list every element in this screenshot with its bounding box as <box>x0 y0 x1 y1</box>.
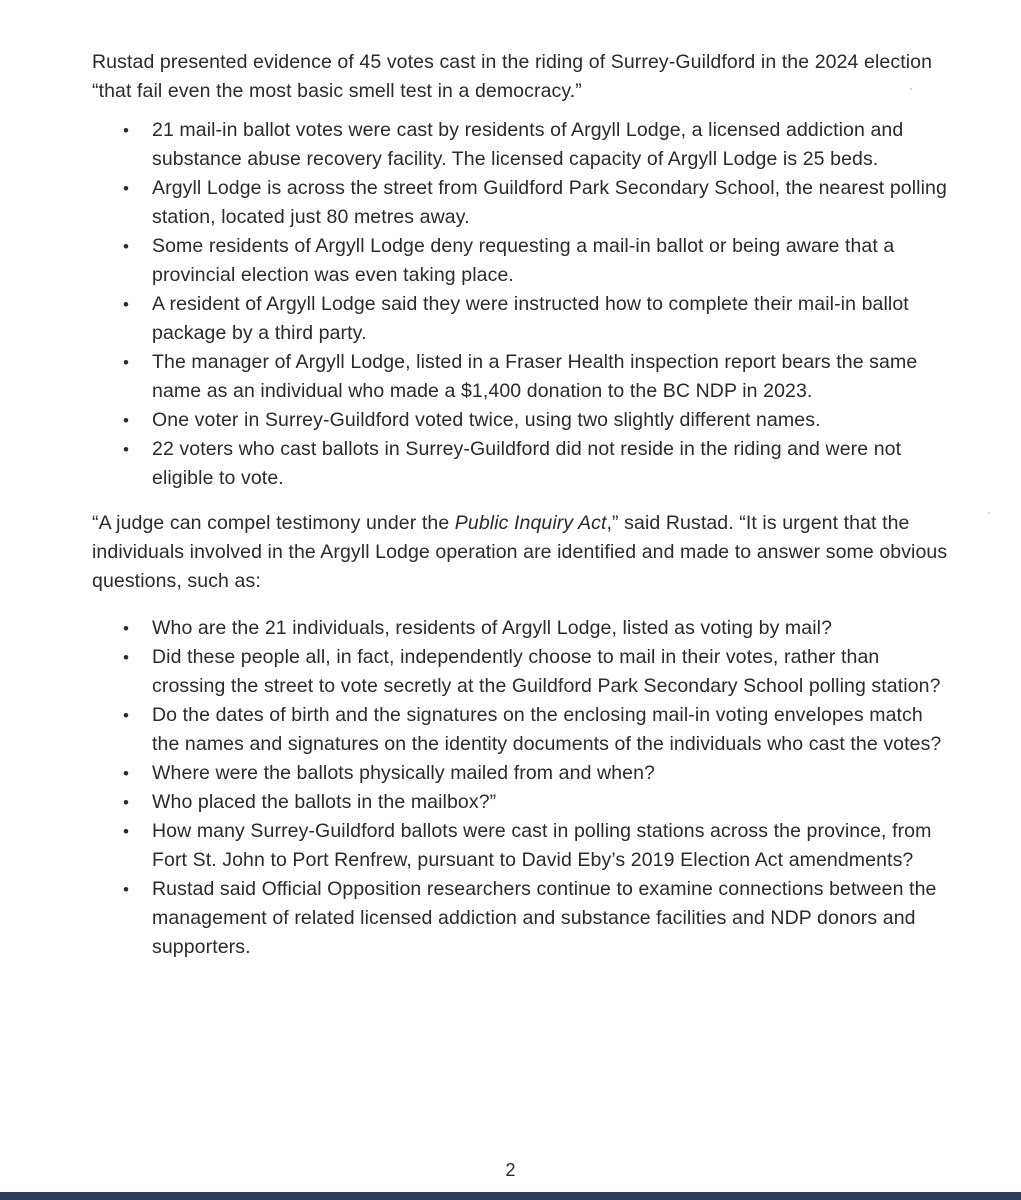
list-item <box>92 348 952 406</box>
list-item <box>92 817 952 875</box>
evidence-list <box>92 116 952 493</box>
list-item-text: Who placed the ballots in the mailbox?” <box>152 791 497 813</box>
list-item-text: The manager of Argyll Lodge, listed in a Fraser Health inspection report bears the same name as an individual who made a $1,400 donation to the BC NDP in 2023. <box>152 351 918 402</box>
list-item-text: How many Surrey-Guildford ballots were cast in polling stations across the province, from Fort St. John to Port Renfrew, pursuant to David Eby’s 2019 Election Act amendments? <box>152 820 932 871</box>
list-item <box>92 116 952 174</box>
bullet-icon: • <box>122 880 130 899</box>
list-item-text: Do the dates of birth and the signatures on the enclosing mail-in voting envelopes match the names and signatures on the identity documents of the individuals who cast the votes? <box>152 704 942 755</box>
list-item-text: Rustad said Official Opposition researchers continue to examine connections between the management of related licensed addiction and substance facilities and NDP donors and supporters. <box>152 878 937 958</box>
list-item <box>92 406 952 435</box>
scan-speck <box>988 512 990 514</box>
list-item-text: Who are the 21 individuals, residents of Argyll Lodge, listed as voting by mail? <box>152 617 833 639</box>
bullet-icon: • <box>122 353 130 372</box>
list-item-text: A resident of Argyll Lodge said they were instructed how to complete their mail-in ballot package by a third party. <box>152 293 909 344</box>
bullet-icon: • <box>122 706 130 725</box>
bullet-icon: • <box>122 619 130 638</box>
bullet-icon: • <box>122 764 130 783</box>
intro-paragraph: Rustad presented evidence of 45 votes cast in the riding of Surrey-Guildford in the 2024 election “that fail even the most basic smell test in a democracy.” <box>92 51 933 102</box>
quote-text-start: “A judge can compel testimony under the <box>92 512 455 534</box>
bullet-icon: • <box>122 411 130 430</box>
list-item-text: Some residents of Argyll Lodge deny requesting a mail-in ballot or being aware that a provincial election was even taking place. <box>152 235 895 286</box>
act-name: Public Inquiry Act <box>454 512 607 534</box>
page-number: 2 <box>505 1160 516 1180</box>
list-item <box>92 435 952 493</box>
list-item <box>92 875 952 962</box>
list-item <box>92 174 952 232</box>
bullet-icon: • <box>122 237 130 256</box>
list-item-text: One voter in Surrey-Guildford voted twice, using two slightly different names. <box>152 409 821 431</box>
bullet-icon: • <box>122 179 130 198</box>
list-item <box>92 614 952 643</box>
list-item-text: 21 mail-in ballot votes were cast by residents of Argyll Lodge, a licensed addiction and substance abuse recovery facility. The licensed capacity of Argyll Lodge is 25 beds. <box>152 119 904 170</box>
list-item <box>92 290 952 348</box>
document-body <box>92 48 952 962</box>
list-item-text: Where were the ballots physically mailed from and when? <box>152 762 655 784</box>
list-item-text: Argyll Lodge is across the street from Guildford Park Secondary School, the nearest polling station, located just 80 metres away. <box>152 177 947 228</box>
bullet-icon: • <box>122 793 130 812</box>
bullet-icon: • <box>122 295 130 314</box>
list-item <box>92 232 952 290</box>
list-item <box>92 759 952 788</box>
bullet-icon: • <box>122 121 130 140</box>
list-item-text: 22 voters who cast ballots in Surrey-Guildford did not reside in the riding and were not eligible to vote. <box>152 438 902 489</box>
bullet-icon: • <box>122 440 130 459</box>
bottom-bar <box>0 1192 1021 1200</box>
list-item-text: Did these people all, in fact, independently choose to mail in their votes, rather than crossing the street to vote secretly at the Guildford Park Secondary School polling station? <box>152 646 941 697</box>
list-item <box>92 643 952 701</box>
quote-text-end: ,” said Rustad. “It is urgent that the individuals involved in the Argyll Lodge operation are identified and made to answer some obvious questions, such as: <box>92 512 948 592</box>
question-list <box>92 614 952 962</box>
bullet-icon: • <box>122 648 130 667</box>
list-item <box>92 701 952 759</box>
list-item <box>92 788 952 817</box>
quote-paragraph <box>92 509 952 596</box>
bullet-icon: • <box>122 822 130 841</box>
